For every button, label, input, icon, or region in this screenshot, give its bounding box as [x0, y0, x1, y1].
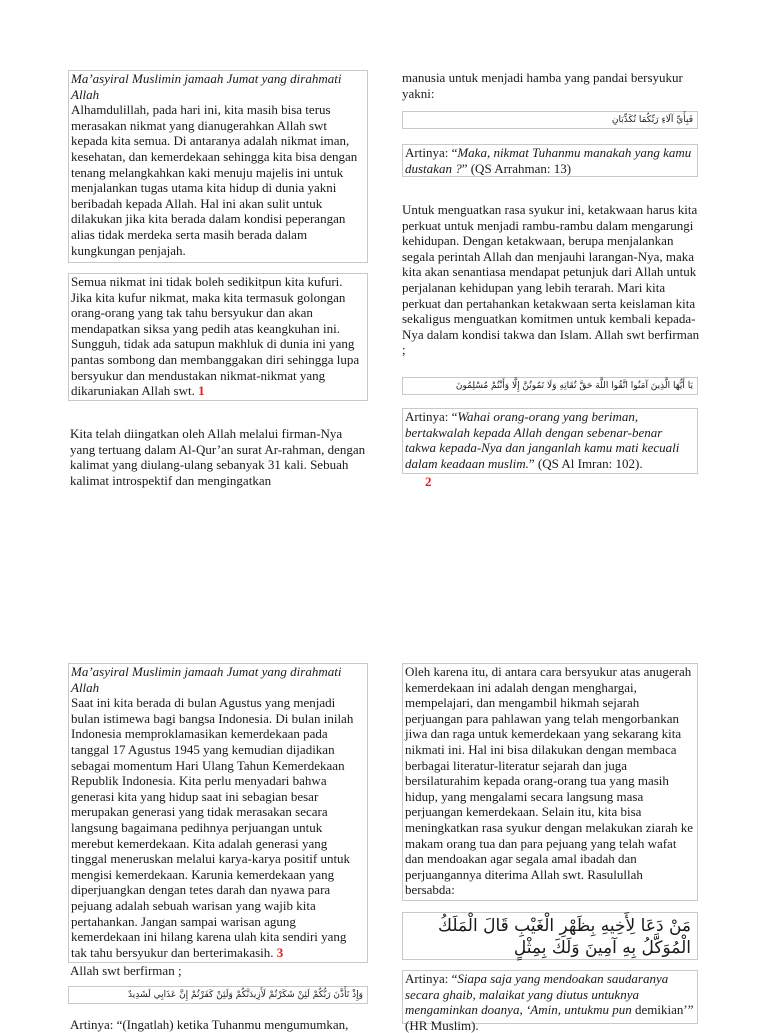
translation-box — [402, 970, 698, 1033]
arabic-hadith: مَنْ دَعَا لِأَخِيهِ بِظَهْرِ الْغَيْبِ قَالَ الْمَلَكُ الْمُوَكَّلُ بِهِ آمِينَ وَلَكَ بِمِثْلٍ — [402, 912, 698, 960]
paragraph: Alhamdulillah, pada hari ini, kita masih bisa terus merasakan nikmat yang dianugerahkan Allah swt kepada kita semua. Di antaranya adalah nikmat iman, kesehatan, dan kemerdekaan sehingga kita bisa dengan tenang melangkahkan kaki menuju majelis ini untuk menjalankan tugas utama kita hidup di dunia yakni beribadah kepada Allah. Hal ini akan sulit untuk dilakukan jika kita berada dalam kondisi peperangan alias tidak merdeka serta masih berada dalam kungkungan penjajah. — [71, 102, 358, 258]
paragraph — [71, 695, 365, 960]
greeting-box-2 — [68, 663, 368, 963]
arabic-verse: فَبِأَيِّ آلَاءِ رَبِّكُمَا تُكَذِّبَانِ — [402, 111, 698, 129]
paragraph: Kita telah diingatkan oleh Allah melalui firman-Nya yang tertuang dalam Al-Qur’an surat Ar-rahman, dengan kalimat yang diulang-ulang sebanyak 31 kali. Sebuah kalimat introspektif dan mengingatkan — [70, 426, 366, 488]
footnote-marker: 3 — [276, 944, 284, 960]
translation-quote: Wahai orang-orang yang beriman, bertakwalah kepada Allah dengan sebenar-benar takwa kepada-Nya dan janganlah kamu mati kecuali dalam keadaan muslim. — [405, 409, 680, 471]
paragraph-text: Semua nikmat ini tidak boleh sedikitpun kita kufuri. Jika kita kufur nikmat, maka kita termasuk golongan orang-orang yang tak tahu bersyukur dan akan mendapatkan siksa yang pedih atas keangkuhan ini. Sungguh, tidak ada satupun makhluk di dunia ini yang pantas sombong dan membanggakan diri sehingga lupa bersyukur dan mendustakan nikmat-nikmat yang dikaruniakan Allah swt. — [71, 274, 360, 399]
paragraph: Untuk menguatkan rasa syukur ini, ketakwaan harus kita perkuat untuk menjadi rambu-rambu dalam mengarungi kehidupan. Dengan ketakwaan, berupa menjalankan segala perintah Allah dan menjauhi larangan-Nya, maka kita akan senantiasa mendapat petunjuk dari Allah untuk perjalanan kehidupan yang lebih terarah. Mari kita perkuat dan pertahankan ketakwaan serta keislaman kita sekaligus menguatkan komitmen untuk kembali kepada-Nya dalam kondisi takwa dan Islam. Allah swt berfirman ; — [402, 202, 700, 358]
arabic-verse: يَا أَيُّهَا الَّذِينَ آمَنُوا اتَّقُوا اللَّهَ حَقَّ تُقَاتِهِ وَلَا تَمُوتُنَّ إِلَّا وَأَنْتُمْ مُسْلِمُونَ — [402, 377, 698, 395]
paragraph-box — [402, 663, 698, 901]
paragraph: Allah swt berfirman ; — [70, 963, 182, 978]
translation-label: Artinya: “ — [405, 145, 458, 160]
footnote-marker: 2 — [425, 474, 432, 489]
translation-box — [402, 144, 698, 177]
footnote-marker: 1 — [198, 383, 205, 399]
paragraph-box — [68, 273, 368, 401]
translation-label: Artinya: “ — [405, 971, 458, 986]
translation-quote: Maka, nikmat Tuhanmu manakah yang kamu dustakan ? — [405, 145, 692, 176]
paragraph: manusia untuk menjadi hamba yang pandai bersyukur yakni: — [402, 70, 683, 101]
greeting-heading: Ma’asyiral Muslimin jamaah Jumat yang dirahmati Allah — [71, 664, 342, 695]
paragraph — [71, 274, 365, 399]
translation-source: demikian’” (HR Muslim). — [405, 1002, 694, 1033]
paragraph-cut: Artinya: “(Ingatlah) ketika Tuhanmu mengumumkan, — [70, 1017, 349, 1032]
translation-quote: Siapa saja yang mendoakan saudaranya secara ghaib, malaikat yang diutus untuknya mengaminkan doanya, ‘Amin, untukmu pun — [405, 971, 669, 1018]
paragraph-text: Saat ini kita berada di bulan Agustus yang menjadi bulan istimewa bagi bangsa Indonesia. Di bulan inilah Indonesia memproklamasikan kemerdekaan pada tanggal 17 Agustus 1945 yang kemudian dijadikan sebagai momentum Hari Ulang Tahun Kemerdekaan Republik Indonesia. Kita perlu menyadari bahwa generasi kita yang hidup saat ini sebagian besar merupakan generasi yang tidak merasakan secara langsung bagaimana pedihnya perjuangan untuk merebut kemerdekaan. Kita adalah generasi yang tinggal meneruskan melalui karya-karya positif untuk mengisi kemerdekaan. Karunia kemerdekaan yang diperjuangkan dengan tetes darah dan nyawa para pejuang adalah sebuah warisan yang wajib kita pertahankan. Jangan sampai warisan agung kemerdekaan ini hilang karena ulah kita sendiri yang tak tahu bersyukur dan berterimakasih. — [71, 695, 354, 960]
greeting-heading: Ma’asyiral Muslimin jamaah Jumat yang dirahmati Allah — [71, 71, 342, 102]
arabic-verse: وَإِذْ تَأَذَّنَ رَبُّكُمْ لَئِنْ شَكَرْتُمْ لَأَزِيدَنَّكُمْ وَلَئِنْ كَفَرْتُمْ إِنَّ عَذَابِي لَشَدِيدٌ — [68, 986, 368, 1004]
paragraph: Oleh karena itu, di antara cara bersyukur atas anugerah kemerdekaan ini adalah dengan menghargai, mempelajari, dan mengambil hikmah sejarah perjuangan para pahlawan yang telah mengorbankan jiwa dan raga untuk kemerdekaan yang sekarang kita nikmati ini. Hal ini bisa dilakukan dengan membaca berbagai literatur-literatur sejarah dan juga bersilaturahim kepada orang-orang tua yang masih hidup, yang mengalami secara langsung masa perjuangan kemerdekaan. Selain itu, kita bisa meningkatkan rasa syukur dengan melakukan ziarah ke makam orang tua dan para pejuang yang telah wafat dan mendoakan agar segala amal ibadah dan perjuangannya diterima Allah swt. Rasulullah bersabda: — [405, 664, 694, 898]
translation-label: Artinya: “ — [405, 409, 458, 424]
greeting-box-1 — [68, 70, 368, 263]
translation-source: ” (QS Arrahman: 13) — [461, 160, 572, 176]
translation-box — [402, 408, 698, 474]
translation-source: ” (QS Al Imran: 102). — [528, 455, 643, 471]
